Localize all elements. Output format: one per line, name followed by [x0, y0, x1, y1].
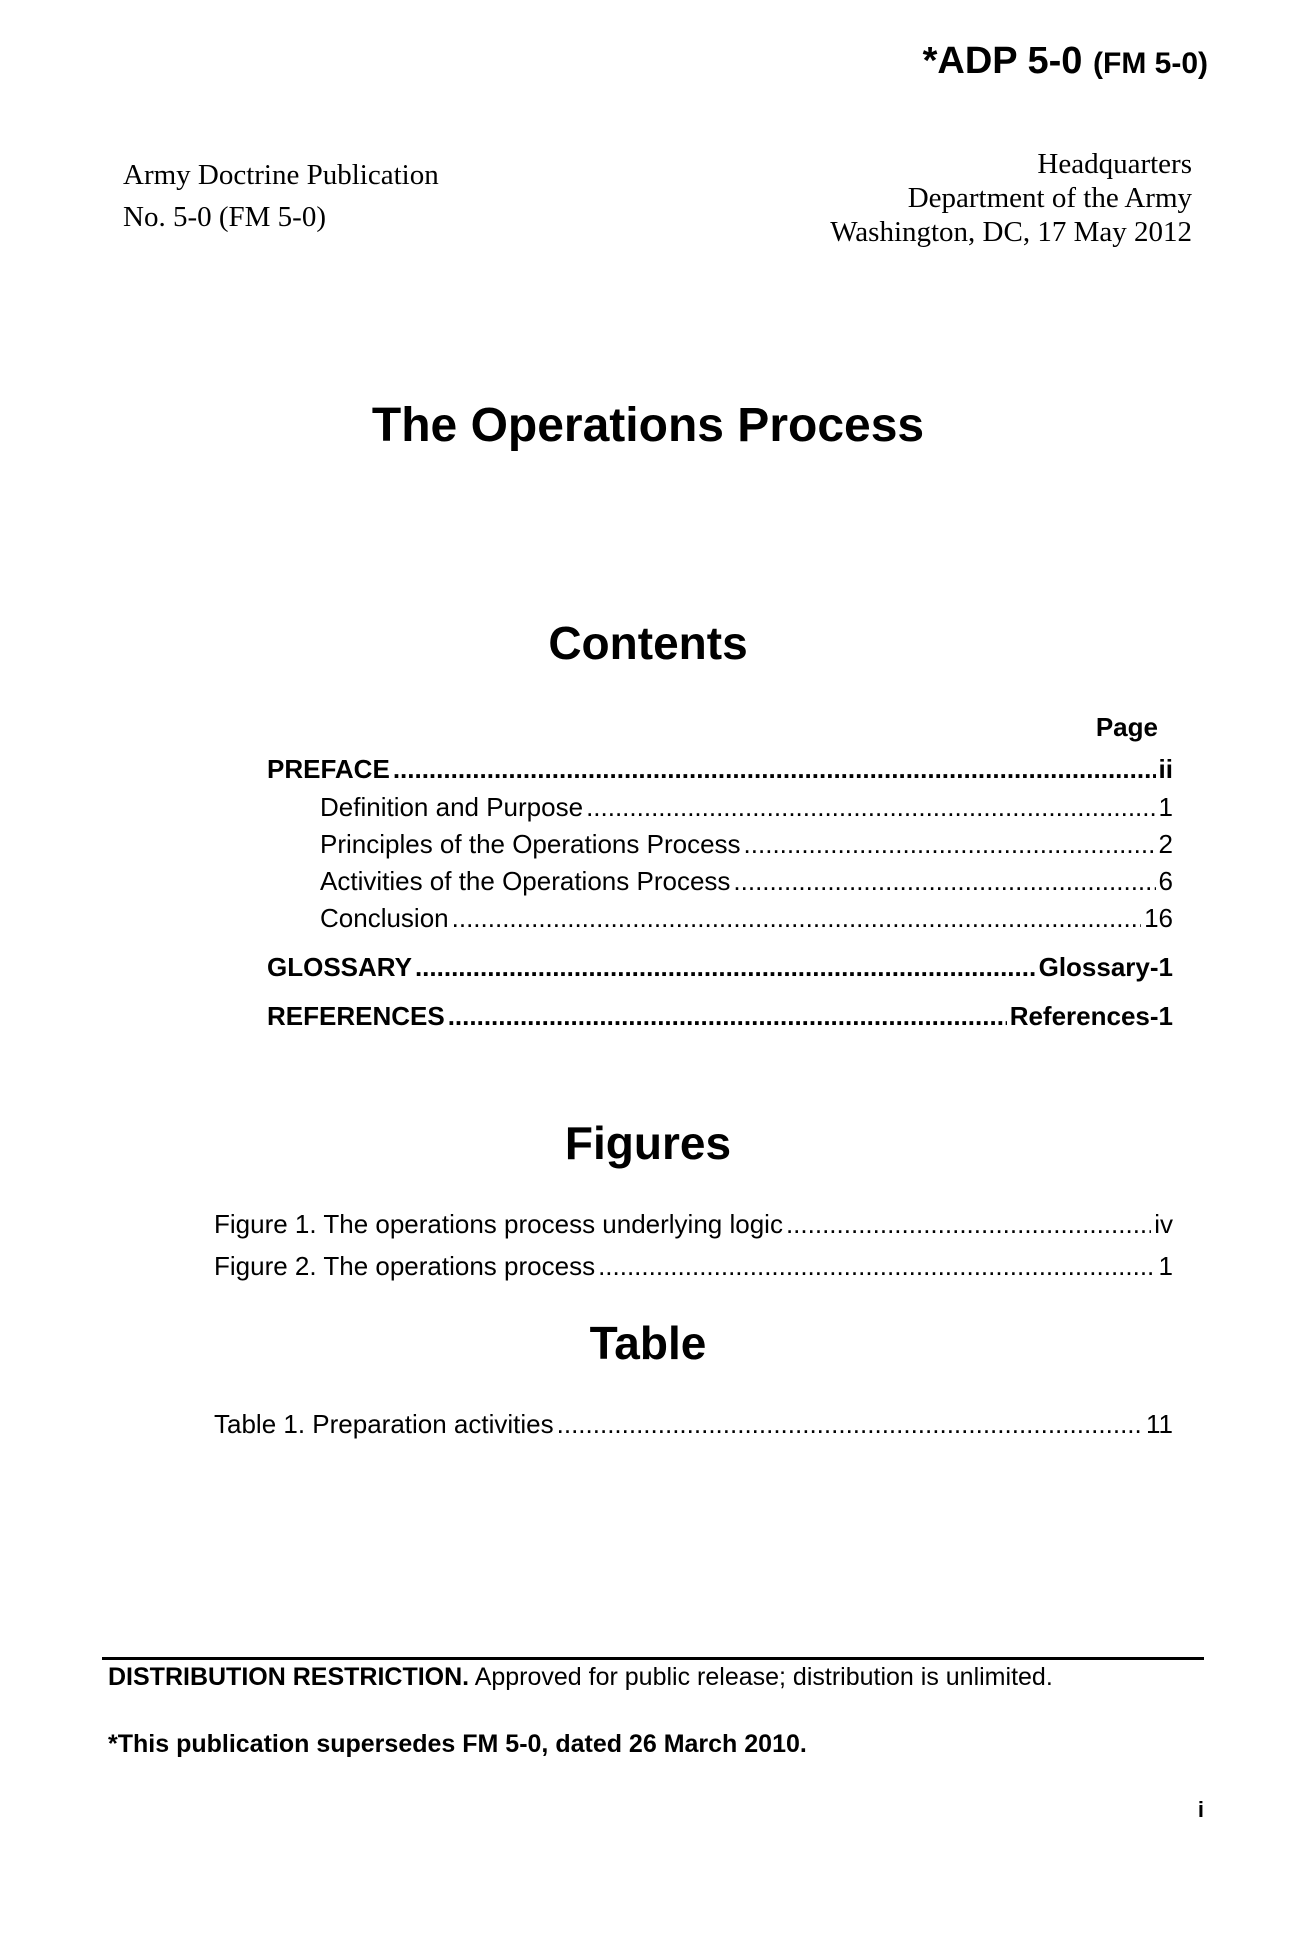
toc-entry-page: 16	[1144, 903, 1173, 933]
toc-entry-page: Glossary-1	[1038, 952, 1173, 982]
toc-entry-page: ii	[1158, 754, 1173, 784]
table-heading: Table	[589, 1317, 707, 1369]
toc-entry[interactable]	[320, 829, 1173, 860]
distribution-label: DISTRIBUTION RESTRICTION.	[108, 1663, 470, 1691]
toc-entry-label: PREFACE	[267, 754, 390, 784]
toc-leader	[452, 903, 1141, 934]
toc-entry-label: Principles of the Operations Process	[320, 829, 741, 859]
publication-type: Army Doctrine Publication	[123, 159, 439, 191]
figure-entry[interactable]	[214, 1209, 1173, 1240]
distribution-text: Approved for public release; distribution is unlimited.	[474, 1663, 1053, 1691]
toc-entry-page: 1	[1158, 792, 1173, 822]
figure-entry[interactable]	[214, 1251, 1173, 1282]
supersedes-notice: *This publication supersedes FM 5-0, dated 26 March 2010.	[108, 1730, 807, 1758]
headquarters-line: Headquarters	[1037, 148, 1192, 180]
document-title: The Operations Process	[371, 399, 925, 452]
toc-entry-label: Activities of the Operations Process	[320, 866, 731, 896]
figure-entry-label: Figure 1. The operations process underlying logic	[214, 1209, 783, 1239]
contents-heading: Contents	[548, 617, 748, 669]
toc-entry[interactable]	[267, 952, 1173, 983]
toc-leader	[557, 1409, 1143, 1440]
figure-entry-page: iv	[1154, 1209, 1173, 1239]
table-entry-page: 11	[1146, 1409, 1173, 1439]
toc-entry-page: References-1	[1009, 1001, 1173, 1031]
toc-entry-label: Definition and Purpose	[320, 792, 584, 822]
table-entry[interactable]	[214, 1409, 1173, 1440]
toc-leader	[598, 1251, 1155, 1282]
toc-leader	[448, 1001, 1007, 1032]
table-entry-label: Table 1. Preparation activities	[214, 1409, 554, 1439]
pub-number-supersedes: (FM 5-0)	[1093, 47, 1208, 80]
location-date-line: Washington, DC, 17 May 2012	[830, 216, 1192, 248]
toc-leader	[393, 754, 1156, 785]
page-number: i	[1197, 1797, 1204, 1822]
toc-entry[interactable]	[320, 903, 1173, 934]
page-column-label: Page	[1095, 712, 1158, 742]
toc-entry[interactable]	[320, 866, 1173, 897]
footer-divider	[102, 1657, 1204, 1660]
toc-leader	[733, 866, 1155, 897]
toc-entry-page: 2	[1158, 829, 1173, 859]
toc-entry-page: 6	[1158, 866, 1173, 896]
issuing-authority	[830, 147, 1192, 249]
publication-number	[923, 40, 1208, 83]
figure-entry-label: Figure 2. The operations process	[214, 1251, 596, 1281]
figures-heading: Figures	[564, 1117, 732, 1169]
toc-leader	[744, 829, 1156, 860]
toc-entry[interactable]	[267, 1001, 1173, 1032]
distribution-restriction	[108, 1663, 1053, 1692]
toc-leader	[415, 952, 1036, 983]
toc-leader	[786, 1209, 1151, 1240]
toc-entry-label: Conclusion	[320, 903, 449, 933]
toc-entry[interactable]	[320, 792, 1173, 823]
toc-leader	[586, 792, 1155, 823]
toc-entry-label: REFERENCES	[267, 1001, 445, 1031]
publication-identifier	[123, 154, 439, 238]
figure-entry-page: 1	[1158, 1251, 1173, 1281]
toc-entry[interactable]	[267, 754, 1173, 785]
toc-entry-label: GLOSSARY	[267, 952, 412, 982]
department-line: Department of the Army	[907, 182, 1192, 214]
publication-no: No. 5-0 (FM 5-0)	[123, 201, 326, 233]
pub-number-main: *ADP 5-0	[922, 40, 1083, 82]
